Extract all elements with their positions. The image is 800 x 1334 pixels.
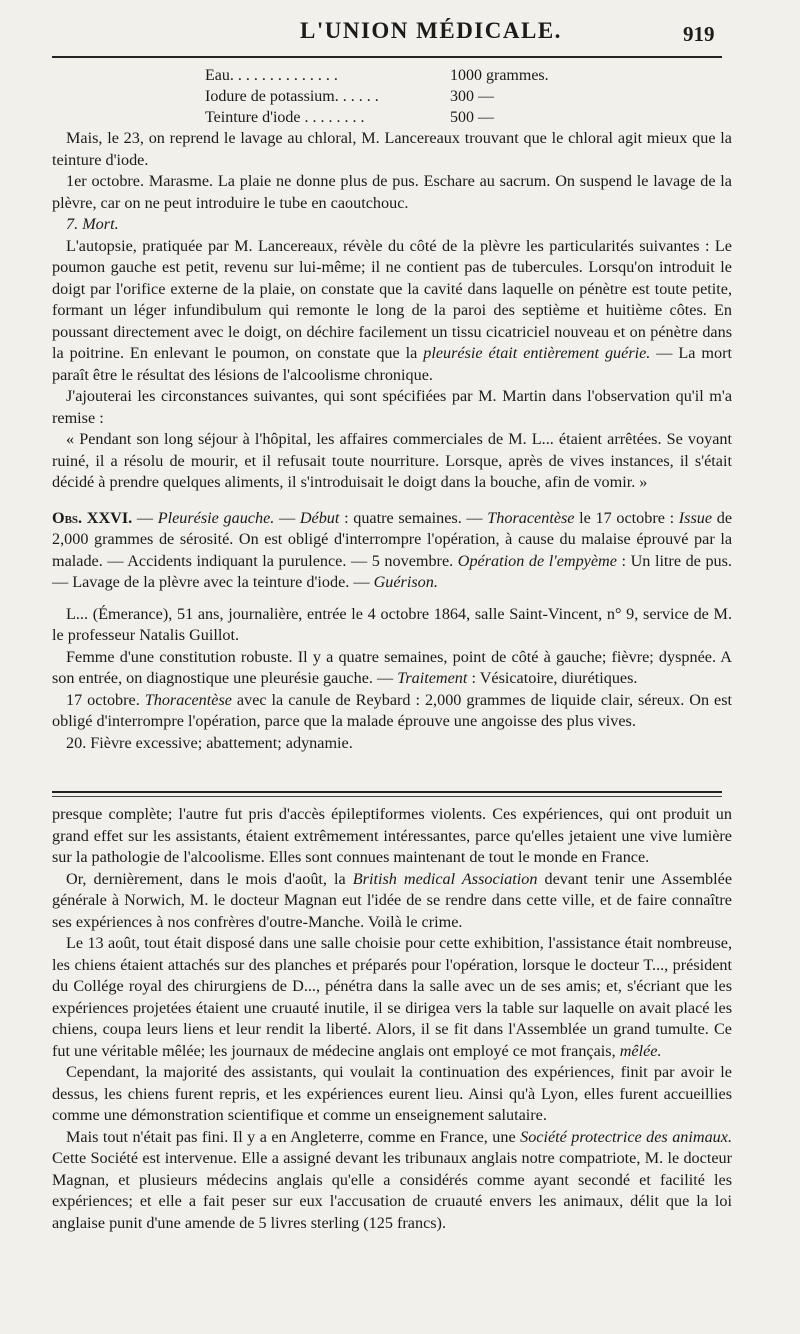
- text-run: 17 octobre.: [66, 690, 145, 709]
- italic-phrase: Opération de l'empyème: [457, 551, 617, 570]
- observation-summary: [52, 508, 732, 594]
- paragraph: 1er octobre. Marasme. La plaie ne donne plus de pus. Eschare au sacrum. On suspend le lavage de la plèvre, car on ne peut introduire le tube en caoutchouc.: [52, 172, 732, 212]
- italic-phrase: Traitement: [397, 669, 468, 687]
- formula-row: [205, 88, 605, 109]
- text-run: Mais tout n'était pas fini. Il y a en Angleterre, comme en France, une: [66, 1127, 521, 1146]
- paragraph-autopsy: [52, 236, 732, 387]
- formula-quantity: 300 —: [450, 88, 494, 105]
- italic-phrase: mêlée.: [619, 1041, 662, 1060]
- page-number: 919: [683, 22, 715, 46]
- italic-phrase: Pleurésie gauche.: [157, 508, 275, 527]
- text-run: : Un litre de pus. — Lavage de la plèvre avec la teinture d'iode. —: [52, 551, 732, 591]
- date-entry: 7. Mort.: [66, 215, 119, 233]
- text-run: Or, dernièrement, dans le mois d'août, la: [66, 869, 353, 888]
- italic-phrase: Début: [299, 508, 340, 527]
- italic-phrase: Société protectrice des animaux.: [520, 1127, 732, 1146]
- observation-label: Obs. XXVI.: [52, 508, 133, 527]
- formula-row: [205, 109, 605, 130]
- running-title: L'UNION MÉDICALE.: [300, 18, 562, 43]
- header-rule: [52, 56, 722, 58]
- text-run: devant tenir une Assemblée générale à Norwich, M. le docteur Magnan eut l'idée de se rendre dans cette ville, et de faire connaître ses expériences à nos confrères d'outre-Manche. Voilà le crime.: [52, 869, 733, 931]
- paragraph: [52, 690, 732, 733]
- formula-ingredient: Eau. . . . . . . . . . . . . .: [205, 67, 338, 84]
- quotation: « Pendant son long séjour à l'hôpital, les affaires commerciales de M. L... étaient arrêtées. Se voyant ruiné, il a résolu de mourir, et il refusait toute nourriture. Lorsque, après de vives instances, il s'était décidé à prendre quelques aliments, il s'introduisait le doigt dans la bouche, afin de vomir. »: [52, 430, 732, 491]
- italic-phrase: Thoracentèse: [487, 508, 575, 527]
- text-run: avec la canule de Reybard : 2,000 grammes de liquide clair, séreux. On est obligé d'interrompre l'opération, parce que la malade éprouve une angoisse des plus vives.: [52, 690, 732, 730]
- formula-ingredient: Teinture d'iode . . . . . . . .: [205, 109, 365, 126]
- italic-phrase: Thoracentèse: [144, 690, 232, 709]
- text-run: —: [274, 508, 300, 527]
- paragraph: Cependant, la majorité des assistants, qui voulait la continuation des expériences, finit par avoir le dessus, les chiens furent repris, et les expériences eurent lieu. Ainsi qu'à Lyon, elles furent accueillies comme une démonstration scientifique et comme un enseignement salutaire.: [52, 1063, 732, 1124]
- text-run: Cette Société est intervenue. Elle a assigné devant les tribunaux anglais notre compatriote, M. le docteur Magnan, et plusieurs médecins anglais qu'elle a considérés comme ayant secondé et facilité les expériences; et elle a fait peser sur eux l'accusation de cruauté envers les animaux, délit que la loi anglaise punit d'une amende de 5 livres sterling (125 francs).: [52, 1149, 732, 1232]
- paragraph: [52, 214, 732, 236]
- paragraph: L... (Émerance), 51 ans, journalière, entrée le 4 octobre 1864, salle Saint-Vincent, n° 9, service de M. le professeur Natalis Guillot.: [52, 604, 732, 644]
- text-run: — La mort paraît être le résultat des lésions de l'alcoolisme chronique.: [52, 344, 732, 384]
- section-rule-bottom: [52, 796, 722, 797]
- text-run: Femme d'une constitution robuste. Il y a quatre semaines, point de côté à gauche; fièvre; dyspnée. A son entrée, on diagnostique une pleurésie gauche. —: [52, 647, 732, 687]
- paragraph: [52, 1127, 732, 1235]
- text-run: le 17 octobre :: [574, 508, 679, 527]
- upper-column: [52, 128, 732, 754]
- paragraph: [52, 933, 732, 1062]
- running-header: [0, 16, 800, 56]
- text-run: Le 13 août, tout était disposé dans une salle choisie pour cette exhibition, l'assistance était nombreuse, les chiens étaient attachés sur des planches et préparés pour l'opération, lorsque le docteur T..., président du Collége royal des chirurgiens de D..., pénétra dans la salle avec un de ses amis; et, s'écriant que les expériences projetées étaient une cruauté inutile, il se dirigea vers la table sur laquelle on avait placé les chiens, coupa leurs liens et leur rendit la liberté. Alors, il se fit dans l'Assemblée un grand tumulte. Ce fut une véritable mêlée; les journaux de médecine anglais ont employé ce mot français,: [52, 934, 732, 1060]
- paragraph: presque complète; l'autre fut pris d'accès épileptiformes violents. Ces expériences, qui ont produit un grand effet sur les assistants, étaient extrêmement intéressantes, parce qu'elles jetaient une vive lumière sur la pathologie de l'alcoolisme. Elles sont connues maintenant de tout le monde en France.: [52, 805, 732, 866]
- italic-phrase: Guérison.: [373, 573, 438, 591]
- section-rule-top: [52, 791, 722, 793]
- formula-ingredient: Iodure de potassium. . . . . .: [205, 88, 379, 105]
- italic-phrase: British medical Association: [352, 869, 538, 888]
- text-run: : Vésicatoire, diurétiques.: [467, 669, 638, 687]
- lower-column: [52, 804, 732, 1234]
- paragraph: [52, 869, 732, 934]
- formula-quantity: 500 —: [450, 109, 494, 126]
- paragraph: 20. Fièvre excessive; abattement; adynamie.: [66, 733, 353, 752]
- italic-phrase: Issue: [678, 508, 713, 527]
- paragraph: [52, 647, 732, 690]
- italic-phrase: pleurésie était entièrement guérie.: [423, 344, 651, 362]
- text-run: —: [132, 508, 158, 527]
- formula-table: [205, 67, 605, 130]
- formula-quantity: 1000 grammes.: [450, 67, 549, 84]
- paragraph: Mais, le 23, on reprend le lavage au chloral, M. Lancereaux trouvant que le chloral agit mieux que la teinture d'iode.: [52, 129, 732, 169]
- text-run: L'autopsie, pratiquée par M. Lancereaux, révèle du côté de la plèvre les particularités suivantes : Le poumon gauche est petit, revenu sur lui-même; il ne contient pas de tubercules. Lorsqu'on introduit le doigt par l'orifice externe de la plaie, on constate que la cavité dans laquelle on pénètre est toute petite, formant un léger infundibulum qui remonte le long de la paroi des septième et huitième côtes. En poussant directement avec le doigt, on déchire facilement un tissu cicatriciel nouveau et on pénètre dans la poitrine. En enlevant le poumon, on constate que la: [52, 236, 732, 362]
- paragraph: J'ajouterai les circonstances suivantes, qui sont spécifiées par M. Martin dans l'observation qu'il m'a remise :: [52, 387, 732, 427]
- formula-row: [205, 67, 605, 88]
- text-run: de 2,000 grammes de sérosité. On est obligé d'interrompre l'opération, à cause du malaise éprouvé par la malade. — Accidents indiquant la purulence. — 5 novembre.: [52, 508, 732, 570]
- text-run: : quatre semaines. —: [339, 508, 488, 527]
